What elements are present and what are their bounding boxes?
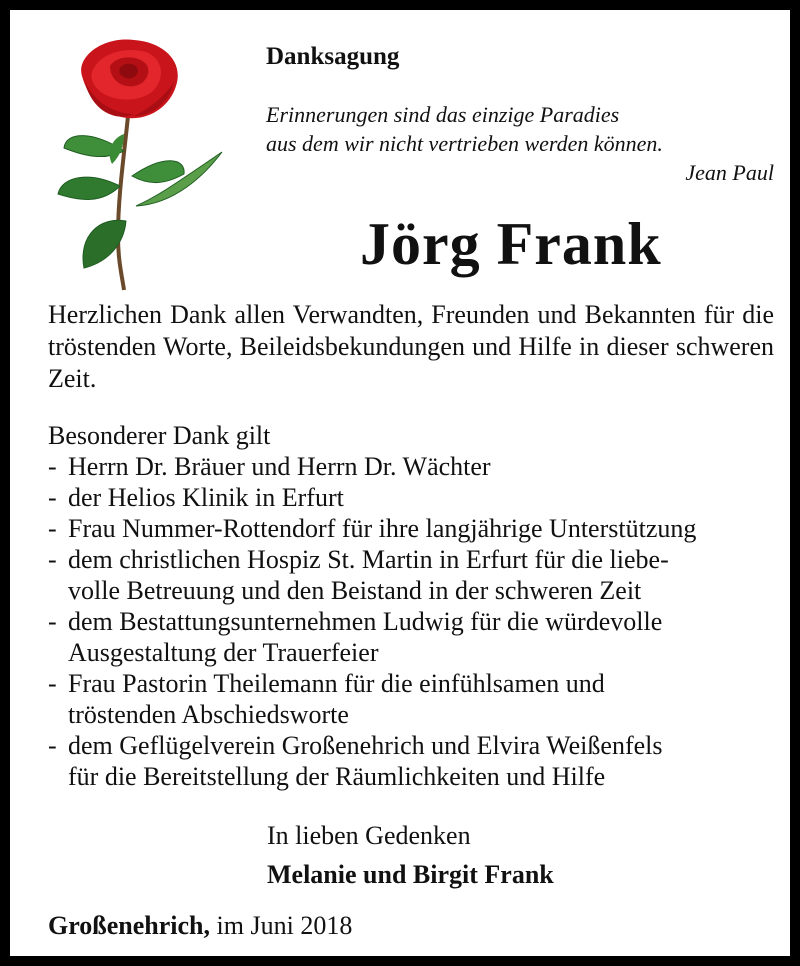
quote-line: aus dem wir nicht vertrieben werden können. <box>266 131 663 156</box>
thanks-item-text: Herrn Dr. Bräuer und Herrn Dr. Wächter <box>68 452 491 481</box>
thanks-list-item <box>48 575 778 606</box>
thanks-list-item <box>48 668 778 699</box>
quote-author: Jean Paul <box>685 160 774 185</box>
thanks-item-text: Ausgestaltung der Trauerfeier <box>68 638 379 667</box>
list-bullet <box>48 575 68 606</box>
quote-block <box>266 100 774 187</box>
thanks-list-item <box>48 637 778 668</box>
thanks-item-text: Frau Nummer-Rottendorf für ihre langjährige Unterstützung <box>68 514 697 543</box>
thanks-item-text: der Helios Klinik in Erfurt <box>68 483 344 512</box>
list-bullet: - <box>48 483 57 512</box>
special-thanks <box>48 420 778 792</box>
signatories: Melanie und Birgit Frank <box>267 860 554 889</box>
list-bullet: - <box>48 514 57 543</box>
thanks-list-item <box>48 761 778 792</box>
thanks-list-item <box>48 606 778 637</box>
intro-line: für die tröstenden Worte, Beileidsbekundungen und Hilfe in <box>48 300 774 361</box>
list-bullet <box>48 761 68 792</box>
thanks-list-item <box>48 513 778 544</box>
list-bullet: - <box>48 607 57 636</box>
deceased-name: Jörg Frank <box>360 211 662 277</box>
thanks-list-item <box>48 451 778 482</box>
thanks-list <box>48 451 778 792</box>
list-bullet: - <box>48 452 57 481</box>
thanks-item-text: Frau Pastorin Theilemann für die einfühlsamen und <box>68 669 605 698</box>
date: im Juni 2018 <box>216 911 353 940</box>
intro-line: dieser schweren Zeit. <box>48 332 774 393</box>
thanks-list-item <box>48 544 778 575</box>
thanks-item-text: dem Geflügelverein Großenehrich und Elvira Weißenfels <box>68 731 663 760</box>
thanks-list-item <box>48 482 778 513</box>
thanks-item-text: volle Betreuung und den Beistand in der schweren Zeit <box>68 576 642 605</box>
red-rose-icon <box>54 36 232 292</box>
closing-block <box>267 820 554 891</box>
closing-line: In lieben Gedenken <box>267 821 471 850</box>
intro-line: Herzlichen Dank allen Verwandten, Freunden und Bekannten <box>48 300 696 329</box>
thanks-item-text: für die Bereitstellung der Räumlichkeiten und Hilfe <box>68 762 606 791</box>
place: Großenehrich, <box>48 911 211 940</box>
list-bullet: - <box>48 731 57 760</box>
thanks-item-text: dem Bestattungsunternehmen Ludwig für die würdevolle <box>68 607 663 636</box>
notice-heading: Danksagung <box>266 43 400 70</box>
quote-line: Erinnerungen sind das einzige Paradies <box>266 102 620 127</box>
place-date <box>48 911 352 941</box>
thanks-item-text: dem christlichen Hospiz St. Martin in Erfurt für die liebe- <box>68 545 669 574</box>
list-bullet: - <box>48 669 57 698</box>
thanks-list-item <box>48 730 778 761</box>
thanks-item-text: tröstenden Abschiedsworte <box>68 700 349 729</box>
list-bullet <box>48 637 68 668</box>
list-bullet <box>48 699 68 730</box>
intro-paragraph <box>48 299 774 395</box>
list-bullet: - <box>48 545 57 574</box>
thanks-list-item <box>48 699 778 730</box>
special-thanks-lead: Besonderer Dank gilt <box>48 421 271 450</box>
